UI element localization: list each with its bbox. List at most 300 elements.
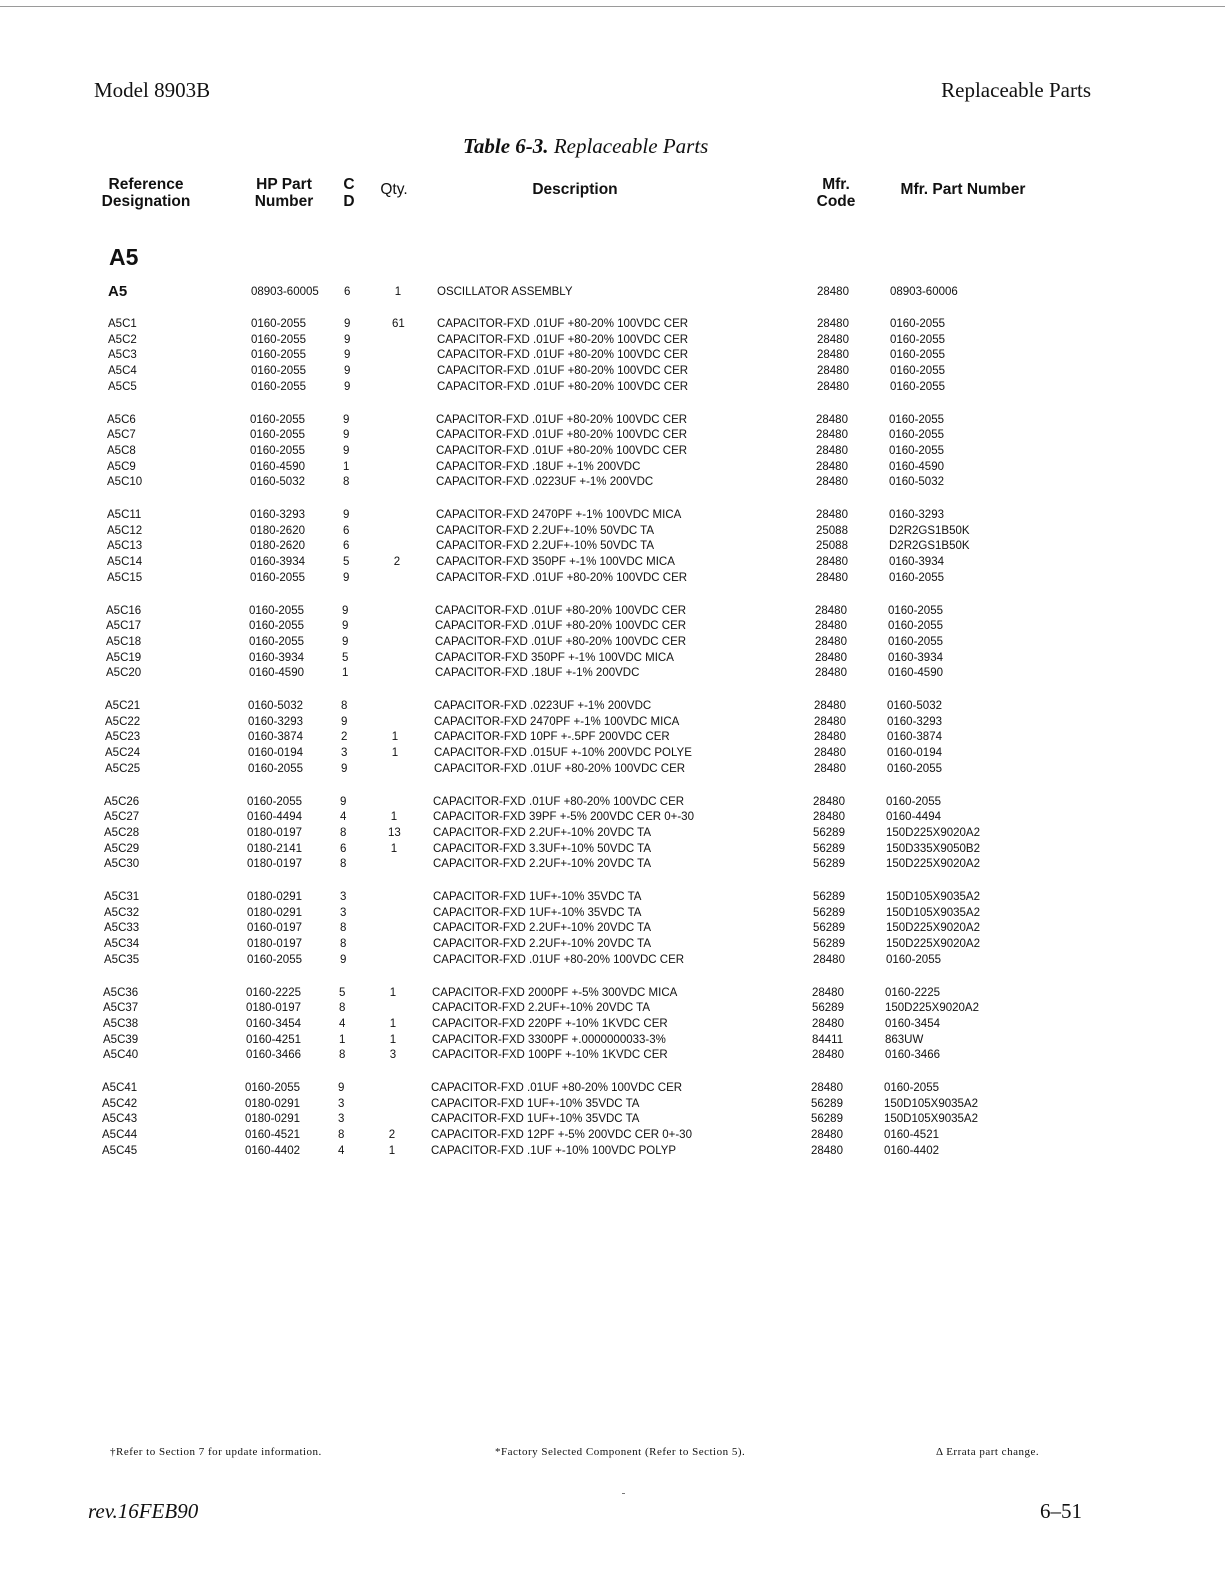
cell-hp: 0160-3934 (250, 556, 305, 569)
cell-qty: 1 (388, 1144, 396, 1157)
cell-mfr: D2R2GS1B50K (889, 524, 970, 537)
table-row (0, 1049, 1220, 1065)
cell-ref: A5C40 (103, 1049, 139, 1062)
cell-mfr: 150D105X9035A2 (886, 906, 980, 919)
footnote-factory-selected: *Factory Selected Component (Refer to Section 5). (495, 1446, 746, 1458)
model-header: Model 8903B (94, 78, 211, 102)
cell-code: 56289 (813, 922, 845, 935)
table-row (0, 987, 1220, 1003)
col-qty: Qty. (380, 181, 408, 198)
cell-ref: A5C39 (103, 1033, 139, 1046)
cell-hp: 0160-4494 (247, 811, 302, 824)
table-row (0, 763, 1222, 779)
cell-hp: 0180-2620 (250, 524, 305, 537)
cell-hp: 0160-2055 (250, 571, 305, 584)
cell-mfr: 0160-2055 (889, 444, 944, 457)
cell-ref: A5C21 (105, 700, 141, 712)
cell-ref: A5C8 (107, 444, 136, 457)
table-row (0, 365, 1225, 381)
cell-mfr: 0160-2055 (890, 349, 945, 362)
col-mfr-part-number: Mfr. Part Number (900, 181, 1026, 198)
table-row (0, 1113, 1219, 1129)
cell-desc: CAPACITOR-FXD .01UF +80-20% 100VDC CER (436, 444, 688, 457)
cell-desc: CAPACITOR-FXD 220PF +-10% 1KVDC CER (432, 1017, 668, 1030)
cell-desc: CAPACITOR-FXD .01UF +80-20% 100VDC CER (436, 429, 688, 442)
cell-code: 28480 (813, 811, 845, 824)
cell-mfr: 150D335X9050B2 (886, 842, 980, 855)
cell-desc: CAPACITOR-FXD 12PF +-5% 200VDC CER 0+-30 (431, 1129, 692, 1142)
cell-code: 28480 (816, 429, 848, 442)
cell-hp: 0160-3934 (249, 651, 304, 664)
table-row (0, 891, 1221, 907)
cell-mfr: 0160-2055 (889, 429, 944, 442)
cell-hp: 0160-2055 (251, 380, 306, 393)
cell-ref: A5C22 (105, 715, 141, 728)
table-row (0, 1034, 1220, 1050)
cell-desc: CAPACITOR-FXD .0223UF +-1% 200VDC (434, 700, 652, 712)
cell-cd: 1 (339, 1033, 346, 1046)
cell-code: 28480 (817, 286, 849, 298)
cell-mfr: 0160-4590 (889, 460, 944, 473)
table-row (0, 461, 1224, 477)
cell-ref: A5C6 (107, 413, 136, 426)
cell-code: 28480 (817, 380, 849, 393)
cell-mfr: 0160-2055 (886, 795, 941, 808)
cell-code: 28480 (812, 986, 844, 999)
cell-ref: A5C4 (108, 365, 137, 378)
cell-mfr: 150D225X9020A2 (886, 922, 980, 935)
table-row (0, 1145, 1219, 1161)
cell-qty: 1 (390, 842, 398, 855)
cell-desc: CAPACITOR-FXD .01UF +80-20% 100VDC CER (435, 620, 687, 633)
table-row (0, 700, 1222, 716)
cell-code: 28480 (817, 349, 849, 362)
cell-cd: 3 (341, 747, 348, 760)
cell-qty: 1 (389, 1017, 397, 1030)
cell-code: 56289 (813, 906, 845, 919)
page-number: 6–51 (1040, 1499, 1082, 1523)
cell-qty: 1 (391, 747, 399, 760)
cell-hp: 0160-2055 (251, 318, 306, 330)
cell-hp: 0160-0194 (248, 747, 303, 760)
cell-cd: 9 (344, 365, 351, 378)
cell-code: 56289 (813, 891, 845, 903)
table-row (0, 1098, 1219, 1114)
cell-ref: A5C24 (105, 747, 141, 760)
table-row (0, 572, 1224, 588)
table-title (463, 134, 708, 159)
table-row (0, 731, 1222, 747)
cell-ref: A5C27 (104, 811, 140, 824)
cell-code: 28480 (813, 953, 845, 966)
cell-hp: 0160-2225 (246, 986, 301, 999)
cell-mfr: 0160-4521 (884, 1129, 939, 1142)
cell-desc: CAPACITOR-FXD 2.2UF+-10% 20VDC TA (433, 922, 652, 935)
cell-ref: A5C35 (104, 953, 140, 966)
cell-ref: A5C41 (102, 1082, 138, 1094)
cell-desc: CAPACITOR-FXD 2470PF +-1% 100VDC MICA (436, 509, 682, 521)
cell-desc: OSCILLATOR ASSEMBLY (437, 286, 573, 298)
cell-code: 28480 (813, 795, 845, 808)
cell-ref: A5C34 (104, 938, 140, 951)
cell-cd: 9 (340, 953, 347, 966)
cell-hp: 0180-0291 (247, 906, 302, 919)
cell-code: 28480 (814, 731, 846, 744)
cell-code: 28480 (814, 715, 846, 728)
cell-ref: A5C17 (106, 620, 142, 633)
cell-ref: A5C20 (106, 667, 142, 680)
cell-hp: 0160-2055 (250, 444, 305, 457)
cell-ref: A5C13 (107, 540, 143, 553)
cell-cd: 9 (343, 413, 350, 426)
cell-cd: 9 (342, 620, 349, 633)
cell-code: 28480 (816, 556, 848, 569)
cell-desc: CAPACITOR-FXD .01UF +80-20% 100VDC CER (433, 953, 685, 966)
cell-cd: 5 (342, 651, 349, 664)
top-rule (0, 6, 1225, 7)
cell-ref: A5C5 (108, 380, 137, 393)
cell-desc: CAPACITOR-FXD 3300PF +.0000000033-3% (432, 1033, 666, 1046)
cell-cd: 8 (340, 826, 347, 839)
table-row (0, 827, 1221, 843)
cell-hp: 0160-2055 (247, 795, 302, 808)
cell-cd: 2 (341, 731, 348, 744)
table-row (0, 747, 1222, 763)
cell-hp: 0160-2055 (247, 953, 302, 966)
cell-mfr: D2R2GS1B50K (889, 540, 970, 553)
cell-hp: 08903-60005 (251, 286, 319, 298)
cell-qty: 1 (389, 986, 397, 999)
cell-ref: A5C32 (104, 906, 140, 919)
cell-cd: 4 (340, 811, 347, 824)
cell-cd: 1 (342, 667, 349, 680)
table-row (0, 620, 1223, 636)
cell-ref: A5C16 (106, 604, 142, 617)
cell-code: 28480 (812, 1049, 844, 1062)
col-reference-designation: Reference Designation (101, 176, 191, 210)
cell-ref: A5C15 (107, 571, 143, 584)
cell-hp: 0160-2055 (245, 1082, 300, 1094)
cell-cd: 6 (340, 842, 347, 855)
cell-desc: CAPACITOR-FXD .01UF +80-20% 100VDC CER (437, 333, 689, 346)
cell-mfr: 0160-3454 (885, 1017, 940, 1030)
cell-hp: 0180-0197 (247, 938, 302, 951)
cell-code: 25088 (816, 524, 848, 537)
cell-mfr: 0160-2055 (888, 604, 943, 617)
cell-mfr: 150D225X9020A2 (886, 938, 980, 951)
cell-cd: 8 (340, 938, 347, 951)
cell-mfr: 0160-2055 (884, 1082, 939, 1094)
cell-mfr: 0160-3874 (887, 731, 942, 744)
cell-code: 28480 (814, 747, 846, 760)
cell-mfr: 08903-60006 (890, 286, 958, 298)
cell-hp: 0160-2055 (251, 333, 306, 346)
section-label: A5 (109, 244, 139, 270)
scan-mark (622, 1493, 625, 1494)
cell-hp: 0180-0291 (245, 1113, 300, 1126)
cell-hp: 0160-3466 (246, 1049, 301, 1062)
cell-desc: CAPACITOR-FXD .01UF +80-20% 100VDC CER (435, 635, 687, 648)
cell-ref: A5C36 (103, 986, 139, 999)
table-row (0, 445, 1224, 461)
cell-cd: 3 (340, 906, 347, 919)
cell-cd: 8 (343, 476, 350, 489)
cell-hp: 0160-4251 (246, 1033, 301, 1046)
cell-cd: 4 (338, 1144, 345, 1157)
cell-cd: 4 (339, 1017, 346, 1030)
footnote-errata: Δ Errata part change. (936, 1446, 1040, 1458)
cell-cd: 9 (343, 571, 350, 584)
cell-code: 28480 (815, 651, 847, 664)
cell-ref: A5C14 (107, 556, 143, 569)
cell-code: 28480 (816, 444, 848, 457)
cell-hp: 0180-0197 (246, 1002, 301, 1015)
cell-desc: CAPACITOR-FXD 1UF+-10% 35VDC TA (431, 1097, 640, 1110)
table-row (0, 796, 1221, 812)
cell-mfr: 150D225X9020A2 (885, 1002, 979, 1015)
cell-code: 28480 (817, 365, 849, 378)
cell-qty: 2 (393, 556, 401, 569)
table-row (0, 922, 1221, 938)
cell-mfr: 0160-3466 (885, 1049, 940, 1062)
cell-cd: 9 (344, 349, 351, 362)
cell-code: 56289 (811, 1097, 843, 1110)
cell-code: 28480 (816, 476, 848, 489)
cell-code: 84411 (812, 1033, 844, 1046)
col-mfr-code: Mfr. Code (816, 176, 856, 210)
cell-code: 28480 (814, 762, 846, 775)
cell-desc: CAPACITOR-FXD .01UF +80-20% 100VDC CER (435, 604, 687, 617)
table-row (0, 938, 1221, 954)
cell-ref: A5C12 (107, 524, 143, 537)
cell-mfr: 0160-2055 (889, 571, 944, 584)
cell-qty: 2 (388, 1129, 396, 1142)
cell-code: 56289 (813, 826, 845, 839)
cell-cd: 6 (343, 524, 350, 537)
cell-hp: 0180-0291 (247, 891, 302, 903)
cell-cd: 9 (343, 429, 350, 442)
cell-code: 28480 (811, 1144, 843, 1157)
cell-cd: 9 (343, 509, 350, 521)
cell-desc: CAPACITOR-FXD 2.2UF+-10% 50VDC TA (436, 524, 655, 537)
cell-hp: 0160-2055 (250, 429, 305, 442)
cell-code: 56289 (813, 842, 845, 855)
cell-mfr: 0160-2055 (890, 318, 945, 330)
cell-mfr: 0160-2225 (885, 986, 940, 999)
cell-desc: CAPACITOR-FXD .1UF +-10% 100VDC POLYP (431, 1144, 677, 1157)
cell-hp: 0160-2055 (248, 762, 303, 775)
cell-hp: 0160-4521 (245, 1129, 300, 1142)
table-row (0, 334, 1225, 350)
section-header: Replaceable Parts (941, 78, 1091, 102)
cell-hp: 0160-5032 (248, 700, 303, 712)
cell-ref: A5C23 (105, 731, 141, 744)
table-row (0, 652, 1223, 668)
table-row (0, 349, 1225, 365)
cell-ref: A5C37 (103, 1002, 139, 1015)
cell-ref: A5C31 (104, 891, 140, 903)
cell-cd: 5 (343, 556, 350, 569)
cell-code: 28480 (815, 635, 847, 648)
table-row (0, 716, 1222, 732)
cell-mfr: 0160-2055 (890, 333, 945, 346)
cell-hp: 0160-2055 (249, 604, 304, 617)
table-row (0, 476, 1224, 492)
cell-mfr: 0160-5032 (889, 476, 944, 489)
cell-code: 56289 (813, 858, 845, 871)
table-row (0, 667, 1223, 683)
cell-cd: 3 (338, 1113, 345, 1126)
table-row (0, 636, 1223, 652)
cell-hp: 0180-0197 (247, 826, 302, 839)
cell-cd: 8 (340, 922, 347, 935)
cell-ref: A5C42 (102, 1097, 138, 1110)
cell-ref: A5C1 (108, 318, 137, 330)
cell-ref: A5C38 (103, 1017, 139, 1030)
cell-mfr: 0160-2055 (887, 762, 942, 775)
cell-cd: 9 (342, 604, 349, 617)
cell-hp: 0160-0197 (247, 922, 302, 935)
cell-cd: 9 (342, 635, 349, 648)
cell-mfr: 0160-2055 (888, 620, 943, 633)
cell-cd: 3 (340, 891, 347, 903)
cell-qty: 1 (389, 1033, 397, 1046)
table-row (0, 1129, 1219, 1145)
col-hp-part-number: HP Part Number (254, 176, 314, 210)
cell-qty: 1 (390, 811, 398, 824)
cell-desc: CAPACITOR-FXD 2470PF +-1% 100VDC MICA (434, 715, 680, 728)
cell-cd: 9 (344, 380, 351, 393)
cell-desc: CAPACITOR-FXD 350PF +-1% 100VDC MICA (435, 651, 674, 664)
cell-ref: A5C45 (102, 1144, 138, 1157)
cell-hp: 0160-3874 (248, 731, 303, 744)
cell-ref: A5C26 (104, 795, 140, 808)
cell-mfr: 0160-2055 (886, 953, 941, 966)
cell-cd: 8 (339, 1002, 346, 1015)
cell-ref: A5 (108, 283, 128, 300)
cell-desc: CAPACITOR-FXD 3.3UF+-10% 50VDC TA (433, 842, 652, 855)
cell-desc: CAPACITOR-FXD 2.2UF+-10% 20VDC TA (432, 1002, 651, 1015)
footnote-update: †Refer to Section 7 for update information. (110, 1446, 322, 1458)
cell-desc: CAPACITOR-FXD 1UF+-10% 35VDC TA (433, 906, 642, 919)
cell-hp: 0160-3454 (246, 1017, 301, 1030)
cell-qty: 61 (392, 318, 405, 330)
table-row (0, 540, 1224, 556)
cell-code: 56289 (811, 1113, 843, 1126)
table-row (0, 283, 1225, 302)
cell-code: 28480 (815, 667, 847, 680)
cell-desc: CAPACITOR-FXD .0223UF +-1% 200VDC (436, 476, 654, 489)
cell-ref: A5C11 (107, 509, 142, 521)
cell-mfr: 150D105X9035A2 (886, 891, 980, 903)
cell-desc: CAPACITOR-FXD .01UF +80-20% 100VDC CER (433, 795, 685, 808)
cell-cd: 9 (343, 444, 350, 457)
table-row (0, 318, 1225, 334)
cell-hp: 0160-2055 (250, 413, 305, 426)
cell-code: 28480 (816, 460, 848, 473)
table-row (0, 954, 1221, 970)
cell-desc: CAPACITOR-FXD 2.2UF+-10% 20VDC TA (433, 858, 652, 871)
cell-desc: CAPACITOR-FXD 39PF +-5% 200VDC CER 0+-30 (433, 811, 694, 824)
cell-cd: 8 (339, 1049, 346, 1062)
cell-code: 28480 (815, 620, 847, 633)
cell-mfr: 0160-3293 (889, 509, 944, 521)
cell-hp: 0180-0197 (247, 858, 302, 871)
cell-hp: 0160-2055 (249, 635, 304, 648)
cell-cd: 8 (340, 858, 347, 871)
cell-desc: CAPACITOR-FXD .015UF +-10% 200VDC POLYE (434, 747, 692, 760)
cell-code: 56289 (812, 1002, 844, 1015)
cell-mfr: 0160-4494 (886, 811, 941, 824)
cell-ref: A5C43 (102, 1113, 138, 1126)
cell-cd: 9 (344, 333, 351, 346)
cell-ref: A5C10 (107, 476, 143, 489)
cell-code: 28480 (816, 509, 848, 521)
cell-hp: 0180-2141 (247, 842, 302, 855)
table-row (0, 907, 1221, 923)
cell-desc: CAPACITOR-FXD 1UF+-10% 35VDC TA (433, 891, 642, 903)
cell-ref: A5C33 (104, 922, 140, 935)
cell-mfr: 863UW (885, 1033, 924, 1046)
cell-mfr: 0160-2055 (890, 365, 945, 378)
table-row (0, 381, 1225, 397)
cell-hp: 0160-3293 (250, 509, 305, 521)
table-row (0, 843, 1221, 859)
cell-cd: 9 (338, 1082, 345, 1094)
cell-mfr: 150D105X9035A2 (884, 1113, 978, 1126)
cell-desc: CAPACITOR-FXD .01UF +80-20% 100VDC CER (437, 349, 689, 362)
cell-ref: A5C18 (106, 635, 142, 648)
cell-code: 28480 (816, 571, 848, 584)
table-row (0, 811, 1221, 827)
cell-ref: A5C28 (104, 826, 140, 839)
cell-mfr: 0160-4590 (888, 667, 943, 680)
cell-cd: 1 (343, 460, 350, 473)
cell-ref: A5C7 (107, 429, 136, 442)
cell-cd: 3 (338, 1097, 345, 1110)
cell-ref: A5C30 (104, 858, 140, 871)
table-row (0, 509, 1224, 525)
cell-cd: 5 (339, 986, 346, 999)
cell-code: 28480 (816, 413, 848, 426)
cell-ref: A5C29 (104, 842, 140, 855)
table-row (0, 1002, 1220, 1018)
cell-code: 28480 (812, 1017, 844, 1030)
cell-ref: A5C9 (107, 460, 136, 473)
cell-cd: 9 (341, 762, 348, 775)
cell-mfr: 0160-0194 (887, 747, 942, 760)
col-cd: C D (343, 176, 355, 210)
cell-desc: CAPACITOR-FXD .01UF +80-20% 100VDC CER (436, 571, 688, 584)
cell-desc: CAPACITOR-FXD 10PF +-.5PF 200VDC CER (434, 731, 670, 744)
cell-ref: A5C3 (108, 349, 137, 362)
cell-desc: CAPACITOR-FXD 2000PF +-5% 300VDC MICA (432, 986, 678, 999)
cell-cd: 8 (341, 700, 348, 712)
cell-mfr: 0160-2055 (888, 635, 943, 648)
cell-cd: 6 (343, 540, 350, 553)
col-description: Description (532, 181, 618, 198)
cell-desc: CAPACITOR-FXD .01UF +80-20% 100VDC CER (437, 380, 689, 393)
cell-code: 28480 (815, 604, 847, 617)
cell-cd: 6 (344, 286, 351, 298)
table-row (0, 556, 1224, 572)
cell-mfr: 0160-3934 (889, 556, 944, 569)
revision-date: rev.16FEB90 (88, 1499, 199, 1523)
cell-hp: 0160-2055 (251, 349, 306, 362)
cell-qty: 3 (389, 1049, 397, 1062)
cell-code: 28480 (817, 333, 849, 346)
table-number: Table 6-3. (463, 134, 549, 158)
